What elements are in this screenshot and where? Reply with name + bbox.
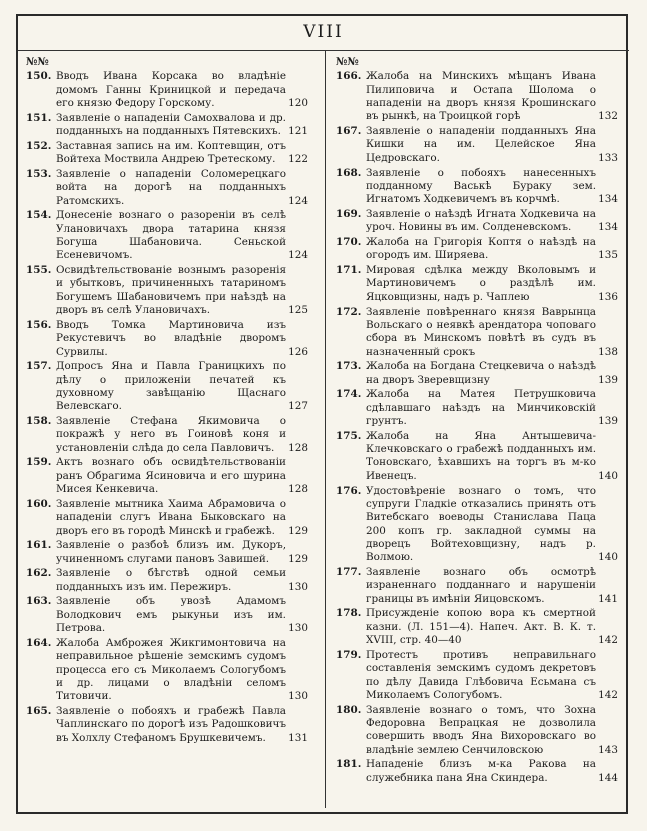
column-divider — [325, 50, 326, 808]
entry-page: 142 — [598, 634, 618, 647]
entry-number: 178. — [336, 607, 362, 620]
entry-page: 140 — [598, 469, 618, 482]
entry-page: 144 — [598, 771, 618, 784]
entry-number: 153. — [26, 167, 52, 180]
entry-text: Заявленіе о разбоѣ близъ им. Дукоръ, учиненномъ слугами пановъ Завишей. — [56, 539, 286, 565]
entry-number: 170. — [336, 236, 362, 249]
entry-page: 143 — [598, 743, 618, 756]
toc-entry — [26, 539, 308, 566]
entry-page: 138 — [598, 345, 618, 358]
entry-page: 124 — [288, 249, 308, 262]
entry-text: Вводъ Томка Мартиновича изъ Рекустевичъ во владѣніе дворомъ Сурвилы. — [56, 318, 286, 358]
entry-text: Вводъ Ивана Корсака во владѣніе домомъ Ганны Криницкой и передача его князю Федору Горскому. — [56, 70, 286, 110]
entry-number: 174. — [336, 388, 362, 401]
toc-entry — [336, 430, 618, 483]
left-entry-list — [26, 70, 308, 745]
entry-number: 160. — [26, 497, 52, 510]
entry-number: 152. — [26, 139, 52, 152]
entry-number: 179. — [336, 648, 362, 661]
entry-number: 165. — [26, 705, 52, 718]
entry-text: Заставная запись на им. Коптевщин, отъ Войтеха Моствила Андрею Третескому. — [56, 139, 286, 166]
entry-number: 173. — [336, 360, 362, 373]
entry-text: Заявленіе Стефана Якимовича о покражѣ у него въ Гоиновѣ коня и установленіи слѣда до села Павловичъ. — [56, 415, 286, 454]
header-rule — [18, 50, 629, 51]
toc-entry — [26, 319, 308, 359]
entry-number: 162. — [26, 567, 52, 580]
entry-number: 172. — [336, 305, 362, 318]
entry-number: 159. — [26, 456, 52, 469]
entry-text: Мировая сдѣлка между Вкoловымъ и Мартиновичемъ о раздѣлѣ им. Яцковщизны, надъ р. Чаплею — [366, 264, 596, 303]
entry-page: 125 — [288, 304, 308, 317]
entry-number: 163. — [26, 595, 52, 608]
toc-entry — [26, 567, 308, 594]
toc-entry — [26, 70, 308, 110]
toc-entry — [26, 456, 308, 496]
entry-number: 181. — [336, 758, 362, 771]
entry-text: Удостовѣреніе вознаго о томъ, что супруги Гладкіе отказались принять отъ Витебскаго воеводы Станислава Паца 200 копъ гр. закладной суммы на дворецъ Войтеховщизну, надъ р. Волмою. — [366, 484, 596, 564]
right-column — [336, 56, 618, 786]
entry-text: Заявленіе вознаго объ осмотрѣ израненнаго подданнаго и нарушеніи границы въ имѣніи Яицовскомъ. — [366, 566, 596, 605]
entry-text: Жалоба на Минскихъ мѣщанъ Ивана Пилиповича и Остапа Шолома о нападеніи на дворъ князя Крошинскаго въ рынкѣ, на Троицкой горѣ — [366, 70, 596, 123]
entry-number: 168. — [336, 166, 362, 179]
entry-number: 155. — [26, 264, 52, 277]
entry-text: Жалоба на Яна Антышевича-Клечковскаго о грабежѣ подданныхъ им. Тоновскаго, ѣхавшихъ на торгъ въ м-ко Ивенецъ. — [366, 429, 596, 482]
entry-text: Заявленіе о нападеніи подданныхъ Яна Кишки на им. Целейское Яна Цедровскаго. — [366, 125, 596, 164]
toc-entry — [336, 167, 618, 207]
toc-entry — [336, 236, 618, 263]
entry-page: 133 — [598, 151, 618, 164]
entry-text: Донесеніе вознаго о разореніи въ селѣ Улановичахъ двора татарина князя Богуша Шабановича. Сеньской Есеневичомъ. — [56, 209, 286, 262]
toc-entry — [26, 498, 308, 538]
toc-entry — [336, 70, 618, 123]
toc-entry — [336, 607, 618, 647]
entry-number: 167. — [336, 125, 362, 138]
entry-number: 154. — [26, 209, 52, 222]
entry-page: 139 — [598, 373, 618, 386]
entry-page: 132 — [598, 110, 618, 123]
entry-page: 120 — [288, 97, 308, 110]
entry-text: Заявленіе вознаго о томъ, что Зохна Федоровна Вепрацкая не дозволила совершить вводъ Яна Вихоровскаго во владѣніе землею Сенчиловскою — [366, 703, 596, 756]
toc-entry — [26, 415, 308, 455]
toc-entry — [26, 140, 308, 167]
entry-page: 136 — [598, 290, 618, 303]
entry-number: 169. — [336, 207, 362, 220]
toc-entry — [26, 168, 308, 208]
entry-text: Нападеніе близъ м-ка Ракова на служебника пана Яна Скиндера. — [366, 758, 596, 784]
toc-entry — [336, 264, 618, 304]
entry-page: 128 — [288, 483, 308, 496]
entry-page: 134 — [598, 193, 618, 206]
entry-page: 134 — [598, 221, 618, 234]
entry-page: 130 — [288, 690, 308, 703]
toc-entry — [336, 388, 618, 428]
toc-entry — [336, 758, 618, 785]
entry-page: 126 — [288, 345, 308, 358]
entry-text: Заявленіе объ увозѣ Адамомъ Володкович емъ рыкуньи изъ им. Петрова. — [56, 595, 286, 635]
toc-entry — [26, 112, 308, 139]
left-column — [26, 56, 308, 746]
toc-entry — [26, 209, 308, 262]
entry-text: Заявленіе мытника Хаима Абрамовича о нападеніи слугъ Ивана Быковскаго на дворъ его въ городѣ Минскѣ и грабежѣ. — [56, 497, 286, 537]
entry-text: Протестъ противъ неправильнаго составленія земскимъ судомъ декретовъ по дѣлу Давида Глѣбовича Есьмана съ Миколаемъ Сологубомъ. — [366, 648, 596, 701]
entry-number: 175. — [336, 429, 362, 442]
entry-text: Заявленіе о побояхъ и грабежѣ Павла Чаплинскаго по дорогѣ изъ Радошковичъ въ Холхлу Стефаномъ Брушкевичемъ. — [56, 705, 286, 744]
entry-text: Актъ вознаго объ освидѣтельствованіи ранъ Обрагима Ясиновича и его шурина Мисея Кенкевича. — [56, 456, 286, 496]
entry-number: 150. — [26, 70, 52, 83]
toc-entry — [26, 705, 308, 745]
entry-text: Заявленіе о нападеніи Соломерецкаго войта на дорогѣ на подданныхъ Ратомскихъ. — [56, 167, 286, 207]
entry-text: Жалоба на Богдана Стецкевича о наѣздѣ на дворъ Зверевщизну — [366, 360, 596, 386]
entry-number: 156. — [26, 318, 52, 331]
toc-entry — [26, 637, 308, 704]
entry-page: 130 — [288, 580, 308, 593]
entry-page: 141 — [598, 592, 618, 605]
entry-page: 131 — [288, 731, 308, 744]
entry-page: 128 — [288, 441, 308, 454]
entry-text: Заявленіе повѣреннаго князя Ваврынца Вольскаго о неявкѣ арендатора чоповаго сбора въ Минскомъ повѣтѣ въ судъ въ назначенный срокъ — [366, 305, 596, 358]
entry-number: 176. — [336, 484, 362, 497]
entry-page: 122 — [288, 153, 308, 166]
entry-text: Заявленіе о бѣгствѣ одной семьи подданныхъ изъ им. Пережиръ. — [56, 567, 286, 593]
column-header-left: №№ — [26, 56, 49, 68]
entry-page: 127 — [288, 400, 308, 413]
entry-page: 129 — [288, 552, 308, 565]
entry-number: 157. — [26, 360, 52, 373]
column-header-right: №№ — [336, 56, 359, 68]
entry-page: 121 — [288, 125, 308, 138]
toc-entry — [26, 595, 308, 635]
right-entry-list — [336, 70, 618, 785]
toc-entry — [336, 566, 618, 606]
entry-text: Жалоба Амброжея Жикгимонтовича на неправильное рѣшеніе земскимъ судомъ процесса его съ Миколаемъ Сологубомъ и др. лицами о владѣніи селомъ Титовичи. — [56, 636, 286, 703]
entry-number: 158. — [26, 415, 52, 428]
toc-entry — [336, 125, 618, 165]
entry-text: Заявленіе о побояхъ нанесенныхъ подданному Васькѣ Бураку зем. Игнатомъ Ходкевичемъ въ корчмѣ. — [366, 166, 596, 206]
entry-number: 180. — [336, 703, 362, 716]
entry-page: 130 — [288, 622, 308, 635]
entry-text: Допросъ Яна и Павла Границкихъ по дѣлу о приложеніи печатей къ духовному завѣщанію Щаснаго Велевскаго. — [56, 360, 286, 413]
toc-entry — [26, 264, 308, 317]
entry-number: 161. — [26, 539, 52, 552]
entry-number: 171. — [336, 264, 362, 277]
toc-entry — [26, 360, 308, 413]
toc-entry — [336, 704, 618, 757]
entry-page: 142 — [598, 688, 618, 701]
page-number: VIII — [303, 22, 344, 42]
entry-page: 140 — [598, 551, 618, 564]
entry-text: Освидѣтельствованіе вознымъ разоренія и убытковъ, причиненныхъ татариномъ Богушемъ Шабановичемъ при наѣздѣ на дворъ въ селѣ Улановичахъ. — [56, 264, 286, 317]
toc-entry — [336, 208, 618, 235]
toc-entry — [336, 649, 618, 702]
toc-entry — [336, 306, 618, 359]
entry-text: Присужденіе копою вора къ смертной казни. (Л. 151—4). Напеч. Акт. В. К. т. XVIII, стр. 40—40 — [366, 607, 596, 647]
entry-page: 129 — [288, 524, 308, 537]
entry-text: Заявленіе о нападеніи Самохвалова и др. подданныхъ на подданныхъ Пятевскихъ. — [56, 111, 286, 138]
entry-number: 164. — [26, 636, 52, 649]
entry-text: Жалоба на Григорія Коптя о наѣздѣ на огородъ им. Ширяева. — [366, 236, 596, 262]
entry-page: 124 — [288, 194, 308, 207]
entry-text: Заявленіе о наѣздѣ Игната Ходкевича на уроч. Новины въ им. Солденевскомъ. — [366, 207, 596, 234]
toc-entry — [336, 360, 618, 387]
entry-number: 151. — [26, 111, 52, 124]
entry-number: 166. — [336, 70, 362, 83]
entry-text: Жалоба на Матея Петрушковича сдѣлавшаго наѣздъ на Минчиковскій грунтъ. — [366, 388, 596, 428]
entry-page: 139 — [598, 415, 618, 428]
entry-number: 177. — [336, 566, 362, 579]
entry-page: 135 — [598, 249, 618, 262]
toc-entry — [336, 485, 618, 565]
